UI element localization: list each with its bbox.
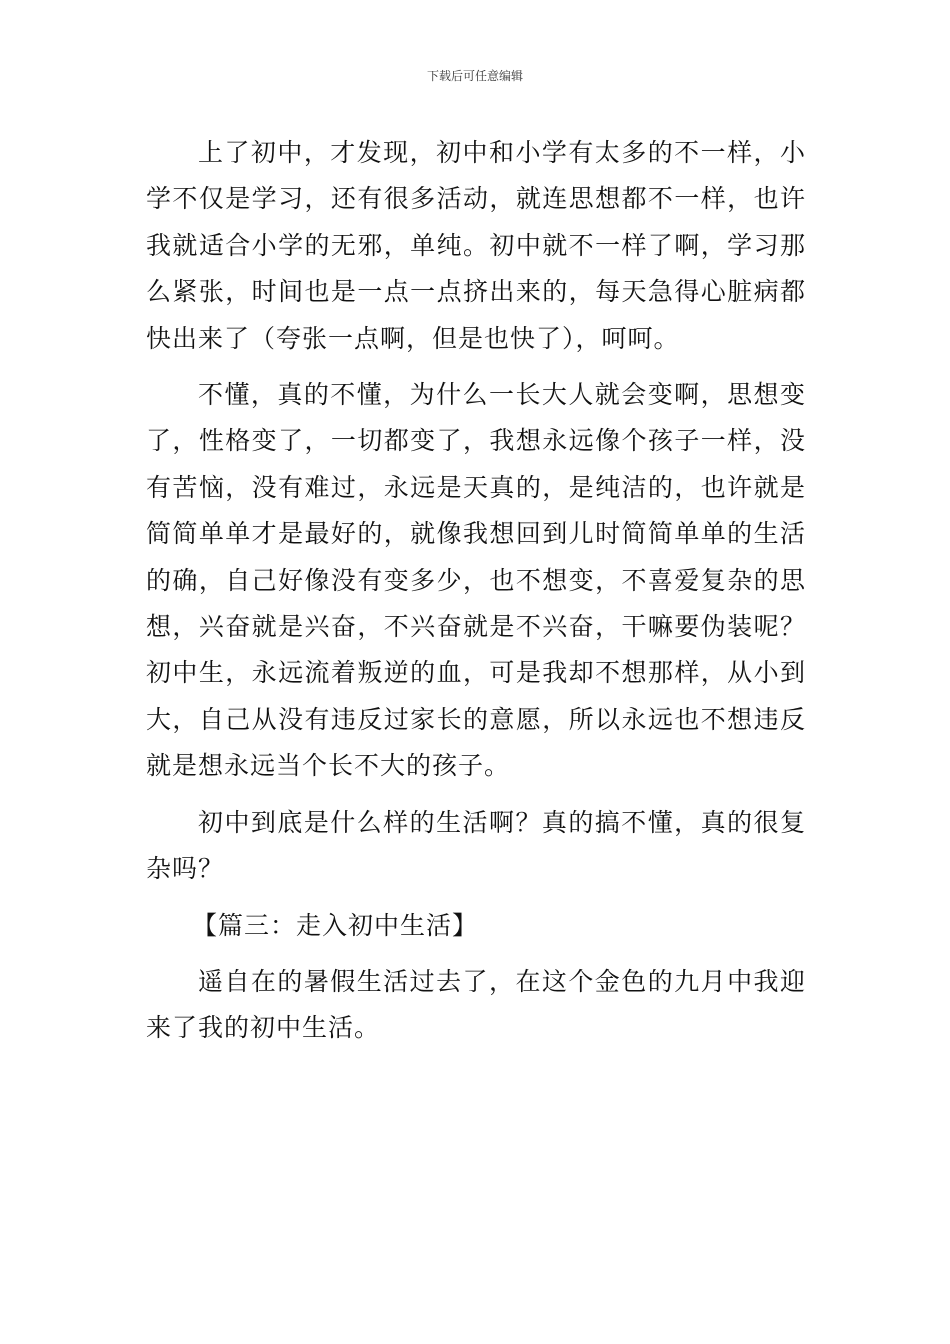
paragraph-1: 上了初中，才发现，初中和小学有太多的不一样，小学不仅是学习，还有很多活动，就连思想都不一样，也许我就适合小学的无邪，单纯。初中就不一样了啊，学习那么紧张，时间也是一点一点挤出来的，每天急得心脏病都快出来了（夸张一点啊，但是也快了），呵呵。 — [146, 138, 806, 353]
document-body — [146, 130, 806, 1062]
paragraph-3: 初中到底是什么样的生活啊？真的搞不懂，真的很复杂吗？ — [146, 807, 806, 884]
paragraph-4: 遥自在的暑假生活过去了，在这个金色的九月中我迎来了我的初中生活。 — [146, 966, 806, 1043]
paragraph-2: 不懂，真的不懂，为什么一长大人就会变啊，思想变了，性格变了，一切都变了，我想永远像个孩子一样，没有苦恼，没有难过，永远是天真的，是纯洁的，也许就是简简单单才是最好的，就像我想回到儿时简简单单的生活的确，自己好像没有变多少，也不想变，不喜爱复杂的思想，兴奋就是兴奋，不兴奋就是不兴奋，干嘛要伪装呢？初中生，永远流着叛逆的血，可是我却不想那样，从小到大，自己从没有违反过家长的意愿，所以永远也不想违反就是想永远当个长不大的孩子。 — [146, 380, 806, 781]
section-heading: 【篇三：走入初中生活】 — [192, 910, 479, 940]
page-header: 下载后可任意编辑 — [426, 69, 523, 83]
